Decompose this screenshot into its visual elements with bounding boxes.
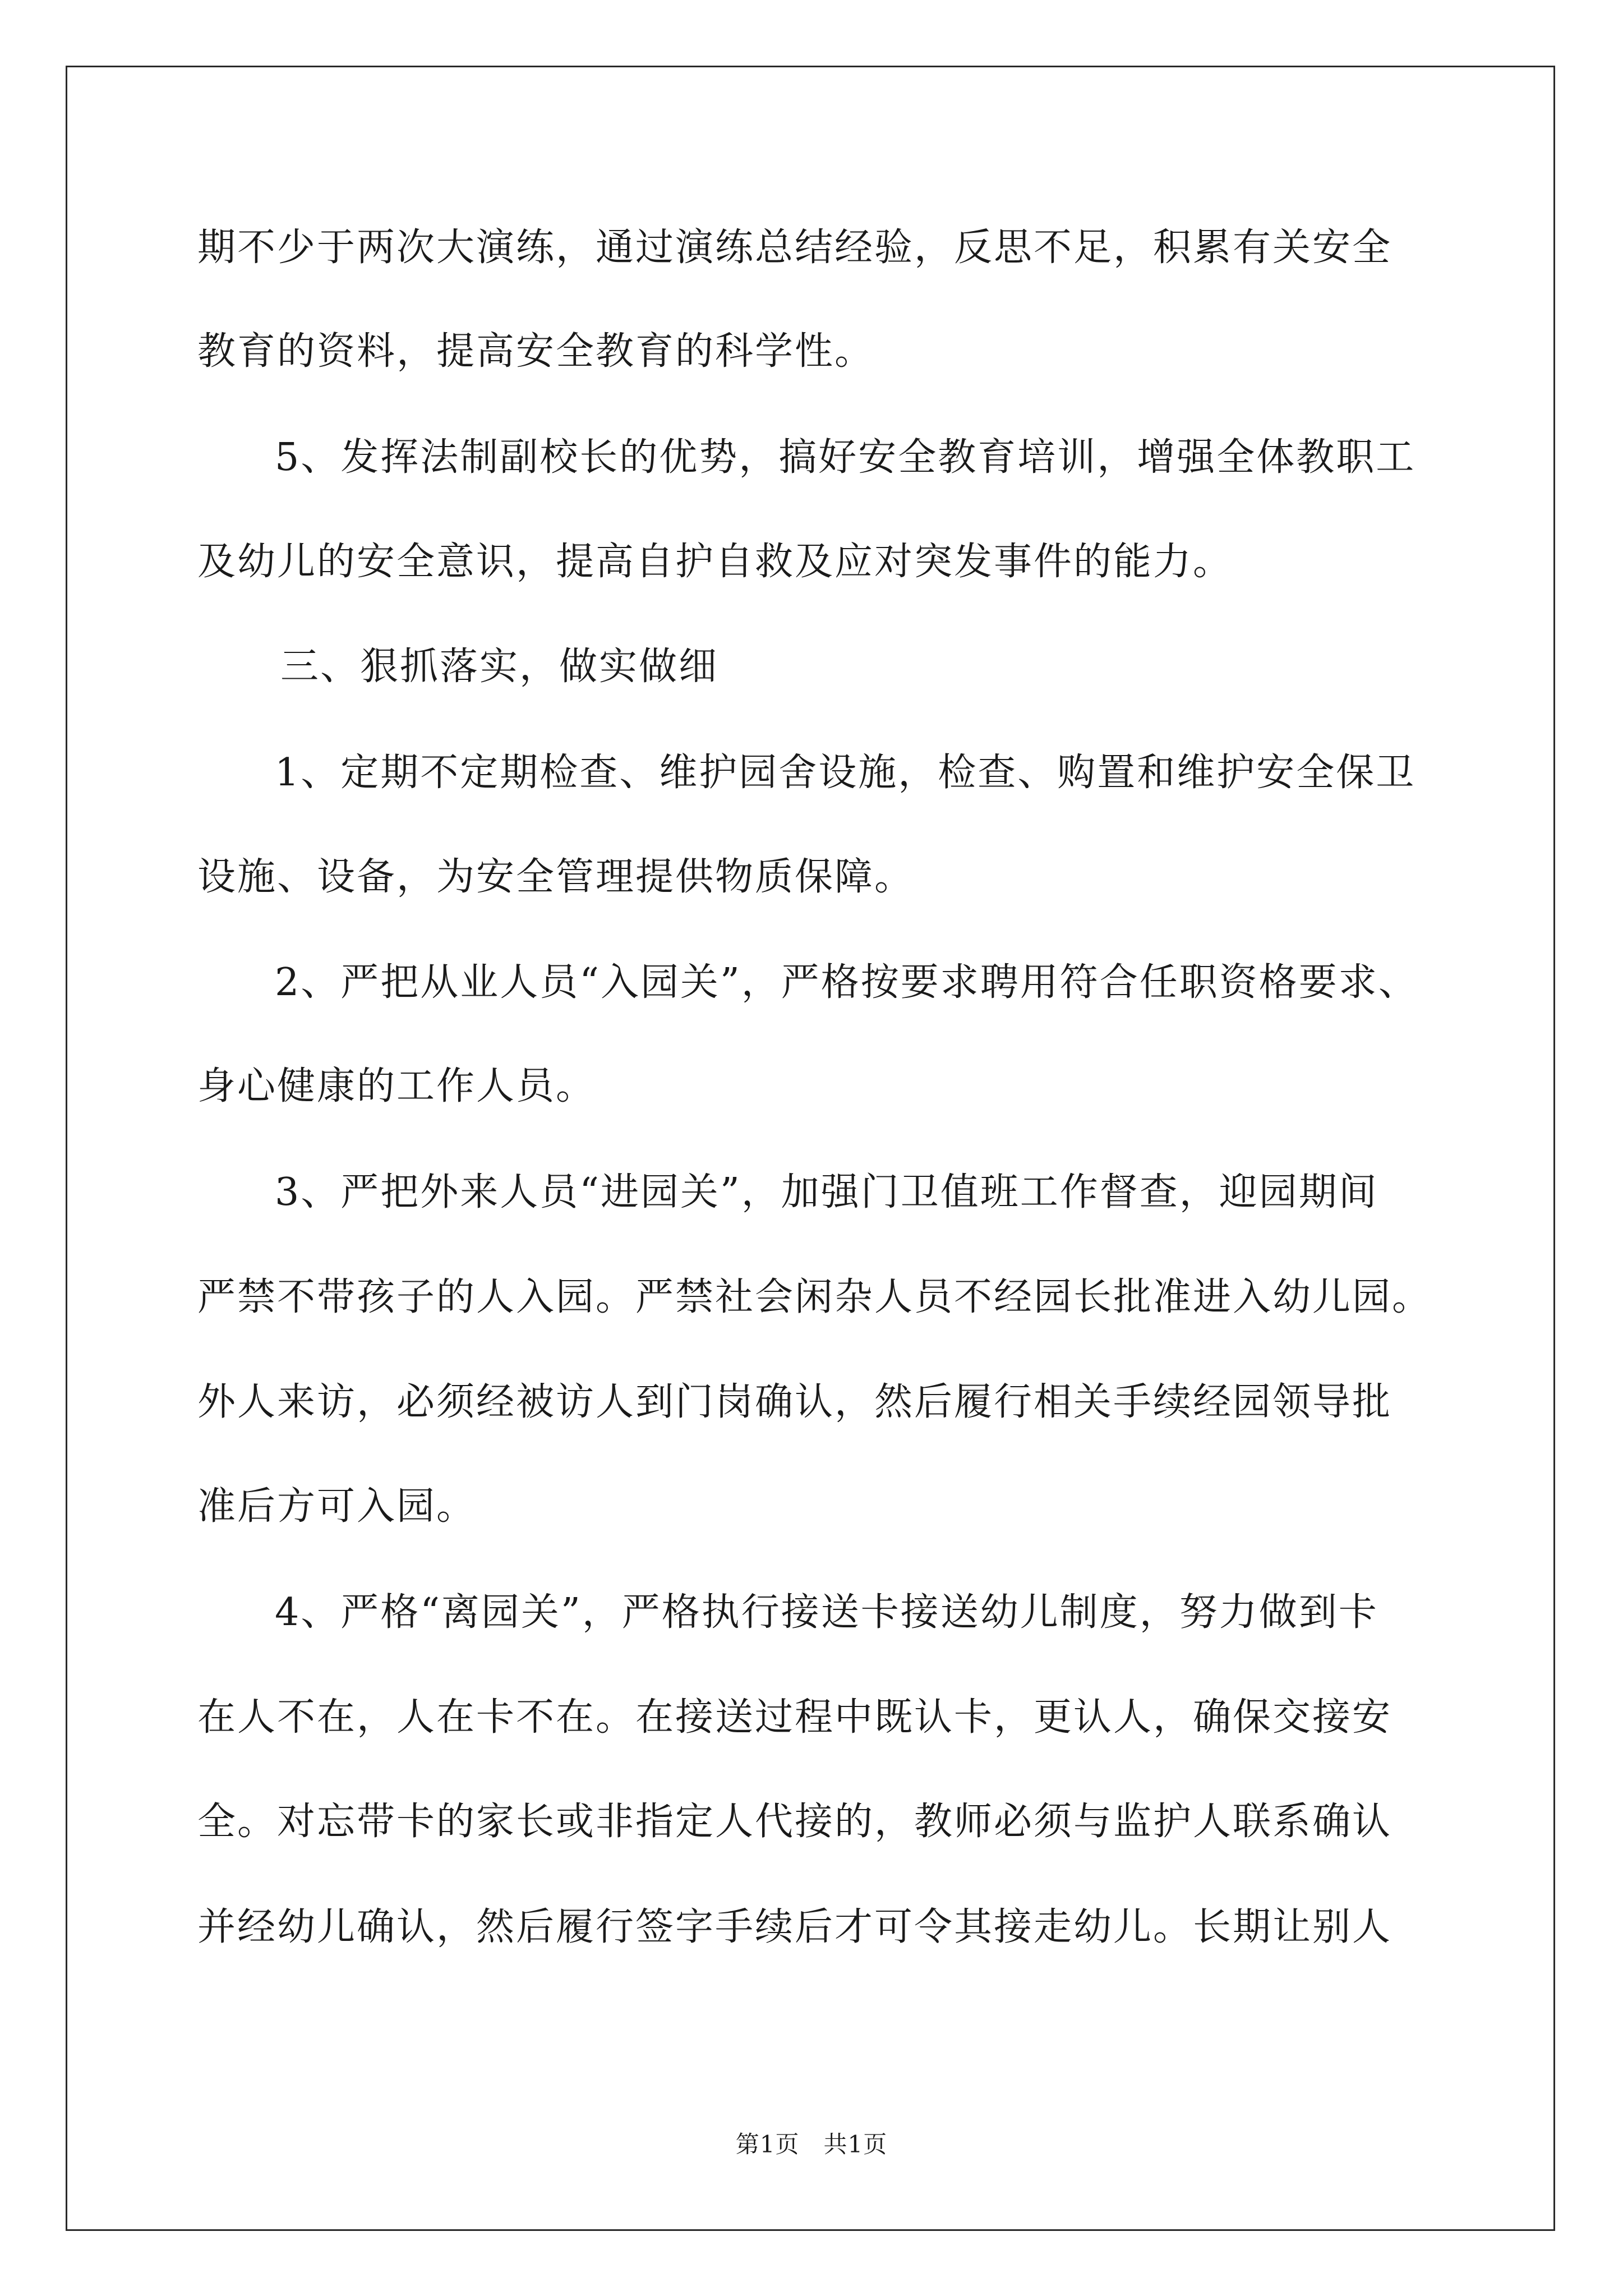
body-text-line: 在人不在，人在卡不在。在接送过程中既认卡，更认人，确保交接安 bbox=[197, 1695, 1393, 1740]
body-text-line: 设施、设备，为安全管理提供物质保障。 bbox=[197, 855, 915, 899]
body-text-line: 身心健康的工作人员。 bbox=[197, 1064, 596, 1108]
body-text-line: 3、严把外来人员“进园关”，加强门卫值班工作督查，迎园期间 bbox=[275, 1170, 1378, 1214]
body-text-line: 并经幼儿确认，然后履行签字手续后才可令其接走幼儿。长期让别人 bbox=[197, 1905, 1393, 1949]
page-number-footer: 第1页 共1页 bbox=[735, 2131, 888, 2158]
body-text-line: 2、严把从业人员“入园关”，严格按要求聘用符合任职资格要求、 bbox=[275, 960, 1418, 1005]
body-text-line: 期不少于两次大演练，通过演练总结经验，反思不足，积累有关安全 bbox=[197, 226, 1393, 270]
body-text-line: 严禁不带孩子的人入园。严禁社会闲杂人员不经园长批准进入幼儿园。 bbox=[197, 1275, 1432, 1319]
body-text-line: 教育的资料，提高安全教育的科学性。 bbox=[197, 329, 875, 374]
section-heading: 三、狠抓落实，做实做细 bbox=[280, 645, 719, 689]
body-text-line: 全。对忘带卡的家长或非指定人代接的，教师必须与监护人联系确认 bbox=[197, 1800, 1393, 1844]
body-text-line: 外人来访，必须经被访人到门岗确认，然后履行相关手续经园领导批 bbox=[197, 1380, 1393, 1424]
body-text-line: 5、发挥法制副校长的优势，搞好安全教育培训，增强全体教职工 bbox=[275, 435, 1416, 480]
body-text-line: 4、严格“离园关”，严格执行接送卡接送幼儿制度，努力做到卡 bbox=[275, 1590, 1378, 1635]
body-text-line: 准后方可入园。 bbox=[197, 1484, 477, 1529]
body-text-line: 1、定期不定期检查、维护园舍设施，检查、购置和维护安全保卫 bbox=[275, 751, 1416, 795]
body-text-line: 及幼儿的安全意识，提高自护自救及应对突发事件的能力。 bbox=[197, 540, 1233, 584]
